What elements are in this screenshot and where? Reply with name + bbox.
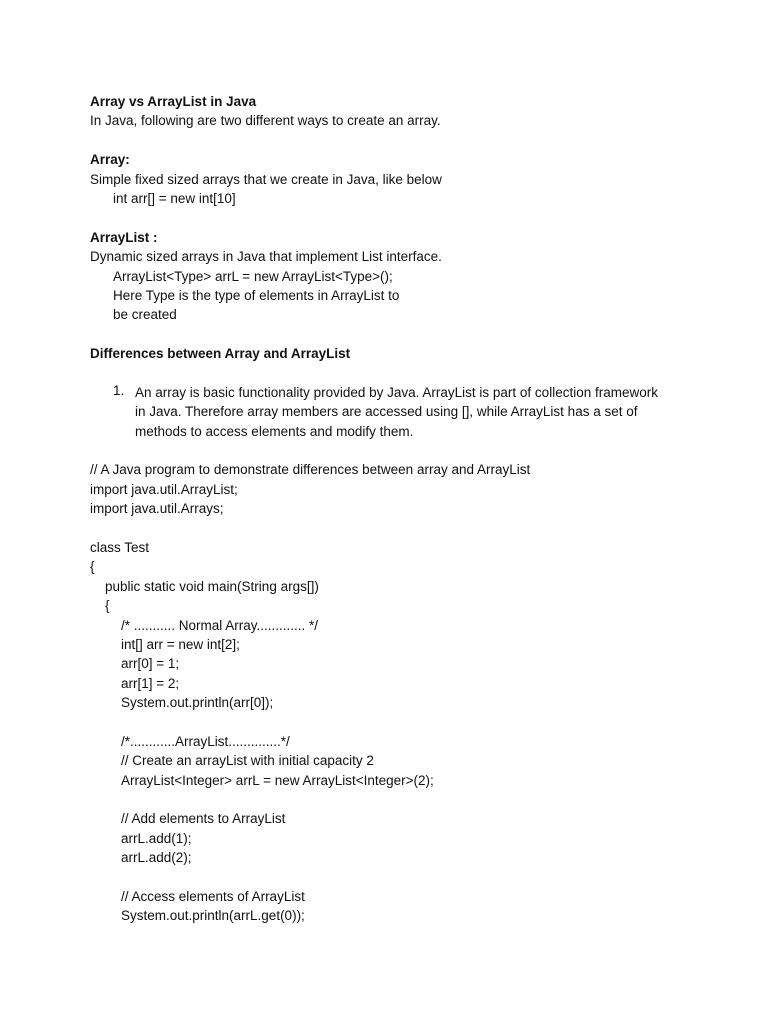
code-line [90, 868, 690, 887]
code-open-brace: { [90, 559, 95, 575]
list-item [90, 383, 690, 441]
code-line: ArrayList<Integer> arrL = new ArrayList<Integer>(2); [121, 772, 434, 788]
arraylist-heading: ArrayList : [90, 229, 158, 245]
arraylist-description: Dynamic sized arrays in Java that implement List interface. [90, 249, 442, 265]
code-line: System.out.println(arr[0]); [121, 695, 274, 711]
spacer [90, 131, 690, 150]
code-line [90, 790, 690, 809]
spacer [90, 208, 690, 227]
code-main-declaration: public static void main(String args[]) [105, 578, 319, 594]
code-main-body [90, 616, 690, 926]
code-line: arrL.add(1); [121, 830, 192, 846]
spacer [90, 363, 690, 382]
code-comment: // A Java program to demonstrate differences between array and ArrayList [90, 462, 531, 478]
arraylist-note-line-2: be created [113, 307, 177, 323]
code-line: // Add elements to ArrayList [121, 811, 286, 827]
code-line: // Create an arrayList with initial capacity 2 [121, 753, 374, 769]
list-item-line: in Java. Therefore array members are accessed using [], while ArrayList has a set of [135, 404, 638, 420]
code-line: int[] arr = new int[2]; [121, 636, 240, 652]
code-import-line: import java.util.Arrays; [90, 501, 224, 517]
code-main-open-brace: { [105, 598, 110, 614]
array-heading: Array: [90, 152, 130, 168]
code-line: /* ........... Normal Array............. */ [121, 617, 319, 633]
array-code: int arr[] = new int[10] [113, 190, 236, 206]
list-item-number: 1. [113, 382, 125, 398]
code-line: arrL.add(2); [121, 850, 192, 866]
arraylist-code: ArrayList<Type> arrL = new ArrayList<Type>(); [113, 268, 393, 284]
code-line: // Access elements of ArrayList [121, 889, 305, 905]
spacer [90, 519, 690, 538]
array-description: Simple fixed sized arrays that we create in Java, like below [90, 171, 442, 187]
spacer [90, 441, 690, 460]
list-item-line: methods to access elements and modify them. [135, 423, 414, 439]
code-class-declaration: class Test [90, 539, 150, 555]
code-line: arr[0] = 1; [121, 656, 180, 672]
code-line: arr[1] = 2; [121, 675, 180, 691]
spacer [90, 325, 690, 344]
list-item-line: An array is basic functionality provided by Java. ArrayList is part of collection framework [135, 384, 658, 400]
intro-text: In Java, following are two different ways to create an array. [90, 113, 441, 129]
document-body [90, 92, 690, 926]
code-line: System.out.println(arrL.get(0)); [121, 908, 305, 924]
page-title: Array vs ArrayList in Java [90, 94, 257, 109]
arraylist-note-line-1: Here Type is the type of elements in ArrayList to [113, 287, 400, 303]
differences-heading: Differences between Array and ArrayList [90, 346, 351, 362]
code-line: /*............ArrayList..............*/ [121, 733, 290, 749]
code-line [90, 713, 690, 732]
code-import-line: import java.util.ArrayList; [90, 481, 238, 497]
